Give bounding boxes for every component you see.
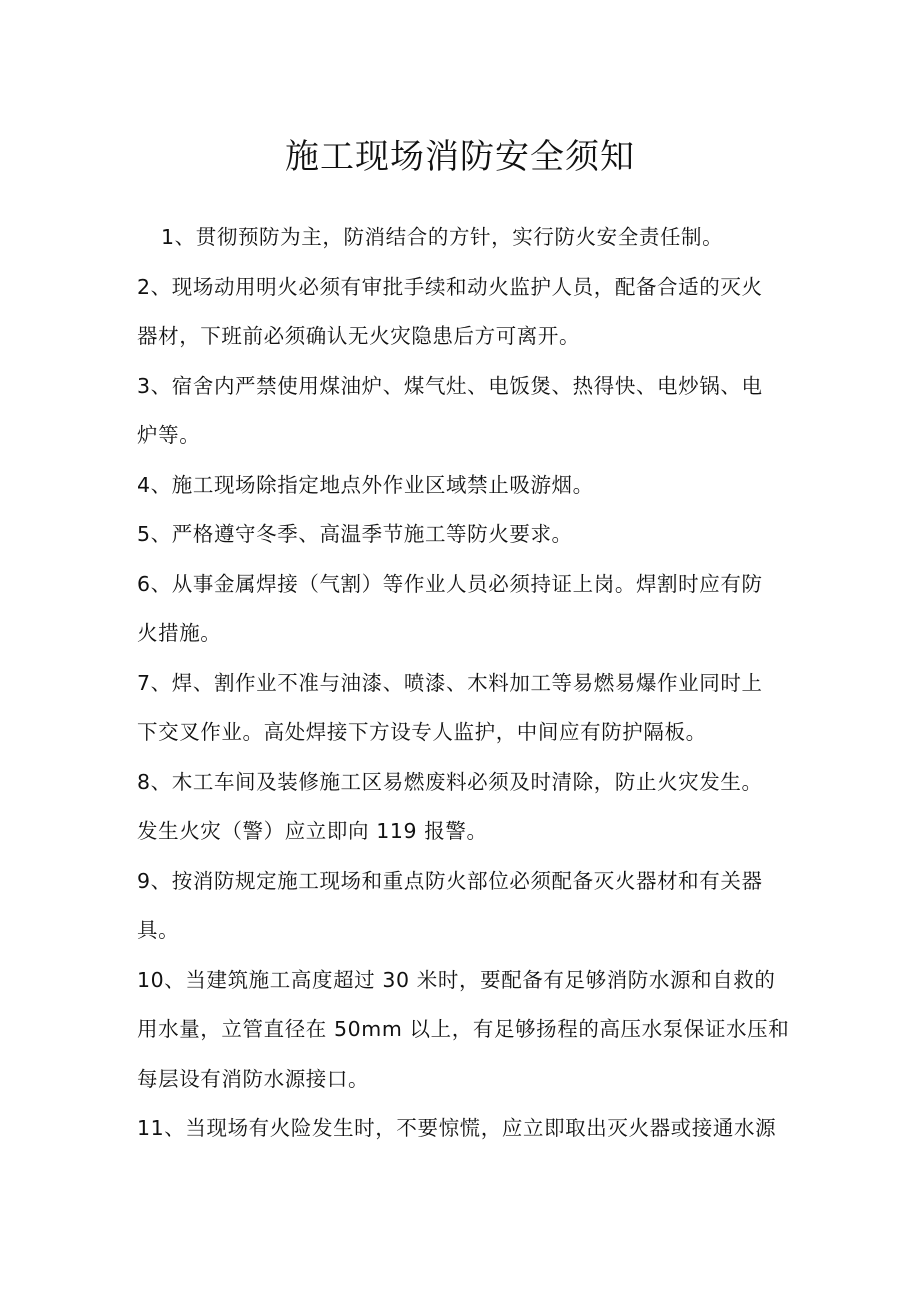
text-line: 3、宿舍内严禁使用煤油炉、煤气灶、电饭煲、热得快、电炒锅、电 bbox=[137, 373, 763, 398]
text-line: 7、焊、割作业不准与油漆、喷漆、木料加工等易燃易爆作业同时上 bbox=[137, 670, 763, 695]
text-line: 11、当现场有火险发生时，不要惊慌，应立即取出灭火器或接通水源 bbox=[137, 1116, 777, 1140]
text-line: 2、现场动用明火必须有审批手续和动火监护人员，配备合适的灭火 bbox=[137, 274, 763, 299]
text-line: 10、当建筑施工高度超过 30 米时，要配备有足够消防水源和自救的 bbox=[137, 967, 776, 992]
text-line: 9、按消防规定施工现场和重点防火部位必须配备灭火器材和有关器 bbox=[137, 868, 763, 893]
text-line: 5、严格遵守冬季、高温季节施工等防火要求。 bbox=[137, 522, 573, 546]
document-body bbox=[137, 217, 790, 1158]
document-title: 施工现场消防安全须知 bbox=[285, 137, 635, 177]
text-line: 8、木工车间及装修施工区易燃废料必须及时清除，防止火灾发生。 bbox=[137, 769, 763, 794]
text-line: 发生火灾（警）应立即向 119 报警。 bbox=[137, 819, 488, 843]
text-line: 1、贯彻预防为主，防消结合的方针，实行防火安全责任制。 bbox=[161, 225, 724, 249]
text-line: 下交叉作业。高处焊接下方设专人监护，中间应有防护隔板。 bbox=[137, 720, 707, 744]
text-line: 火措施。 bbox=[137, 621, 222, 645]
text-line: 4、施工现场除指定地点外作业区域禁止吸游烟。 bbox=[137, 472, 594, 497]
text-line: 炉等。 bbox=[137, 423, 201, 447]
text-line: 6、从事金属焊接（气割）等作业人员必须持证上岗。焊割时应有防 bbox=[137, 571, 763, 596]
text-line: 器材，下班前必须确认无火灾隐患后方可离开。 bbox=[137, 324, 581, 348]
text-line: 每层设有消防水源接口。 bbox=[137, 1066, 370, 1091]
text-line: 具。 bbox=[137, 918, 180, 942]
text-line: 用水量，立管直径在 50mm 以上，有足够扬程的高压水泵保证水压和 bbox=[137, 1017, 790, 1041]
